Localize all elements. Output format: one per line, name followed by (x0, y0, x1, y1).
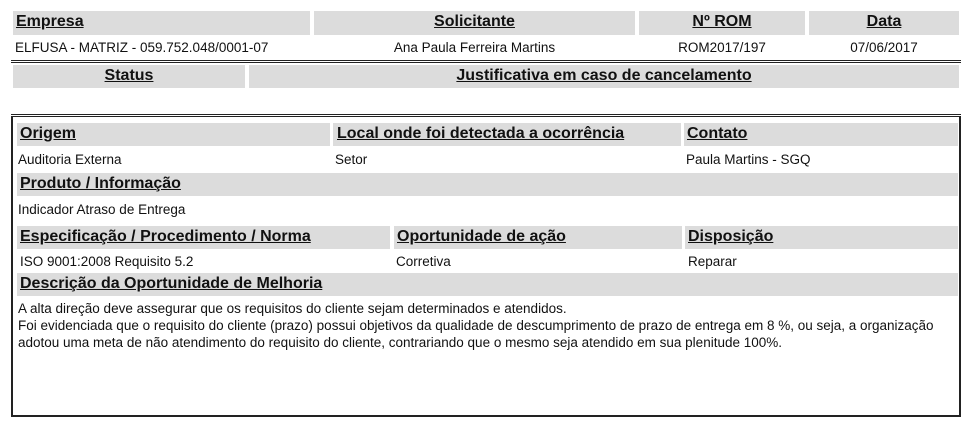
status-header (13, 65, 245, 88)
divider-top (11, 60, 961, 61)
oportunidade-label: Oportunidade de ação (397, 228, 566, 245)
local-value: Setor (335, 152, 368, 167)
produto-header (17, 173, 958, 196)
disposicao-value: Reparar (688, 254, 737, 269)
divider-top-2 (11, 62, 961, 63)
origem-header (17, 123, 330, 146)
especificacao-label: Especificação / Procedimento / Norma (20, 228, 311, 245)
empresa-label: Empresa (16, 13, 84, 30)
rom-label: Nº ROM (692, 13, 752, 30)
local-label: Local onde foi detectada a ocorrência (337, 125, 625, 142)
solicitante-value: Ana Paula Ferreira Martins (393, 40, 556, 55)
descricao-line-2: Foi evidenciada que o requisito do cliente (prazo) possui objetivos da qualidade de descumprimento de prazo de entrega em 8 %, ou seja, a organização adotou uma meta de não atendimento do requisito do cliente, contrariando que o mesmo seja atendido em sua plenitude 100%. (18, 318, 934, 350)
contato-value: Paula Martins - SGQ (686, 152, 811, 167)
rom-header (639, 11, 805, 35)
descricao-header (17, 273, 958, 296)
origem-value: Auditoria Externa (18, 152, 122, 167)
rom-value: ROM2017/197 (678, 40, 766, 55)
especificacao-value: ISO 9001:2008 Requisito 5.2 (20, 254, 194, 269)
contato-header (684, 123, 958, 146)
produto-value: Indicador Atraso de Entrega (18, 202, 186, 217)
solicitante-label: Solicitante (434, 13, 515, 30)
solicitante-header (314, 11, 635, 35)
data-value: 07/06/2017 (850, 40, 918, 55)
local-header (333, 123, 681, 146)
especificacao-header (17, 226, 390, 249)
produto-label: Produto / Informação (20, 175, 181, 192)
data-header (809, 11, 959, 35)
descricao-label: Descrição da Oportunidade de Melhoria (20, 275, 323, 292)
status-label: Status (104, 67, 154, 84)
origem-label: Origem (20, 125, 77, 142)
justificativa-label: Justificativa em caso de cancelamento (456, 67, 752, 84)
descricao-text (18, 300, 956, 351)
oportunidade-header (394, 226, 682, 249)
justificativa-header (249, 65, 959, 88)
data-label: Data (866, 13, 902, 30)
empresa-value: ELFUSA - MATRIZ - 059.752.048/0001-07 (15, 40, 269, 55)
disposicao-label: Disposição (688, 228, 774, 245)
disposicao-header (685, 226, 958, 249)
oportunidade-value: Corretiva (396, 254, 451, 269)
empresa-header (13, 11, 310, 35)
descricao-line-1: A alta direção deve assegurar que os requisitos do cliente sejam determinados e atendidos. (18, 301, 567, 316)
divider-status (11, 114, 961, 115)
contato-label: Contato (687, 125, 748, 142)
